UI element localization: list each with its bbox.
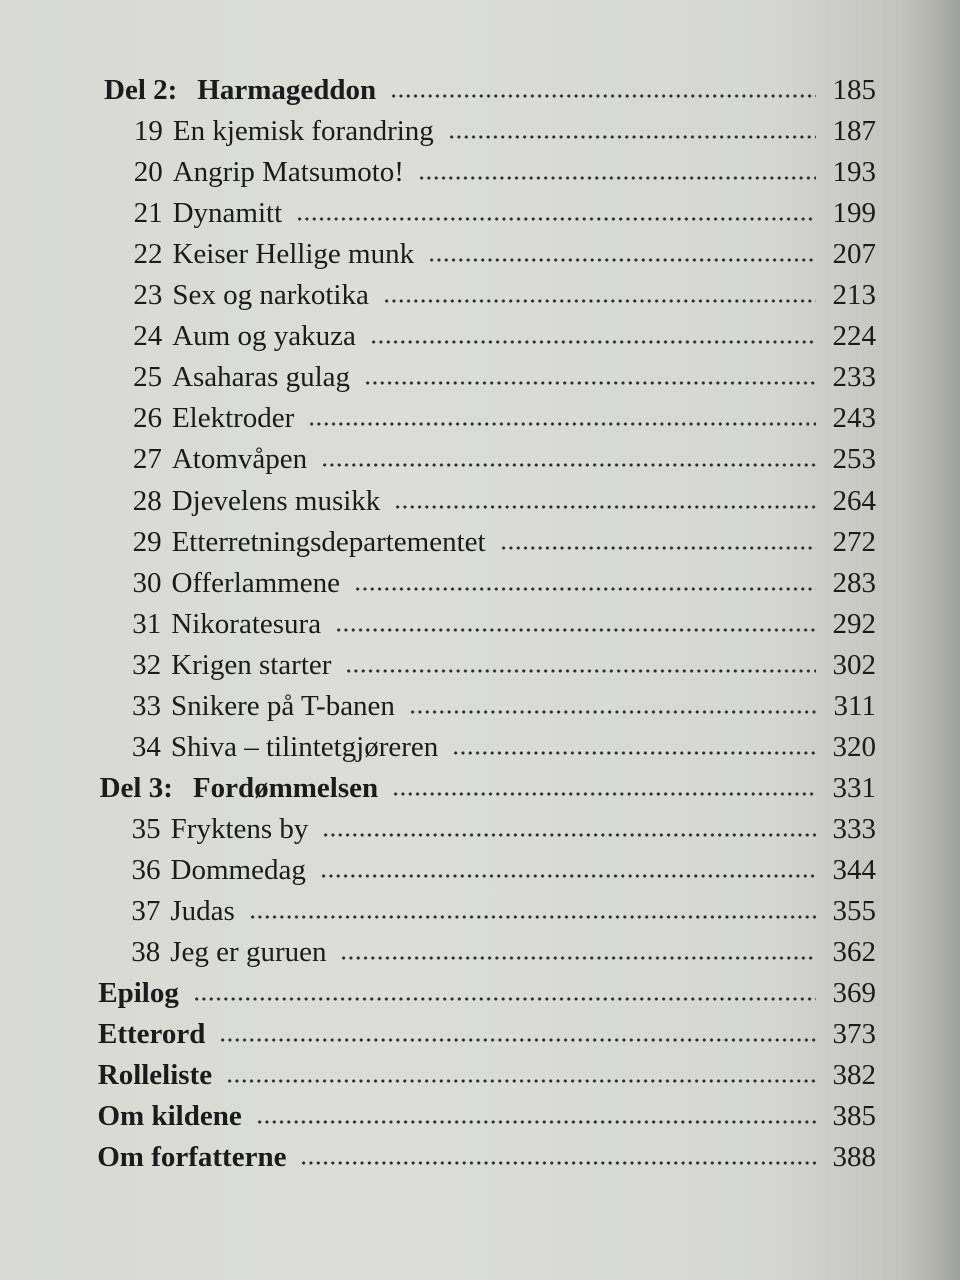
page-number: 369	[832, 977, 876, 1010]
toc-entry-label	[133, 526, 500, 558]
dot-leader	[296, 216, 816, 222]
page-number: 193	[832, 156, 876, 189]
page-number: 344	[832, 853, 876, 886]
toc-entry-label	[98, 977, 193, 1009]
chapter-number: 29	[132, 525, 162, 558]
dot-leader	[249, 914, 816, 920]
dot-leader	[340, 955, 816, 961]
toc-entry-label	[133, 361, 364, 393]
dot-leader	[409, 709, 816, 715]
toc-chapter-entry	[133, 394, 876, 434]
toc-entry-label	[132, 608, 335, 640]
dot-leader	[452, 750, 816, 756]
toc-entry-label	[132, 813, 323, 845]
toc-entry-title: En kjemisk forandring	[172, 115, 434, 148]
toc-entry-title: Om kildene	[97, 1100, 242, 1133]
chapter-number: 19	[133, 115, 163, 148]
toc-entry-title: Aum og yakuza	[172, 320, 356, 353]
toc-chapter-entry	[133, 312, 876, 352]
toc-chapter-entry	[133, 353, 876, 393]
toc-chapter-entry	[131, 928, 876, 968]
toc-entry-title: Atomvåpen	[171, 443, 308, 476]
dot-leader	[370, 339, 816, 345]
toc-entry-label	[104, 74, 390, 106]
page-number: 185	[832, 74, 876, 106]
toc-entry-title: Om forfatterne	[97, 1141, 287, 1174]
dot-leader	[308, 421, 816, 427]
chapter-number: 34	[131, 730, 161, 763]
toc-entry-label	[131, 936, 340, 968]
page-number: 302	[832, 648, 876, 681]
dot-leader	[256, 1119, 816, 1125]
toc-chapter-entry	[133, 435, 876, 475]
toc-entry-title: Shiva – tilintetgjøreren	[170, 730, 439, 763]
toc-entry-title: Krigen starter	[171, 648, 332, 681]
page-number: 233	[832, 361, 876, 394]
toc-chapter-entry	[132, 723, 876, 763]
toc-section-entry	[98, 1092, 877, 1132]
toc-chapter-entry	[132, 846, 876, 886]
dot-leader	[345, 668, 816, 674]
toc-entry-label	[132, 854, 320, 886]
toc-entry-label	[98, 1100, 256, 1132]
toc-entry-title: Elektroder	[171, 402, 295, 435]
dot-leader	[300, 1160, 816, 1166]
page-number: 213	[832, 279, 876, 312]
dot-leader	[335, 627, 816, 633]
toc-entry-label	[133, 238, 428, 270]
page-number: 320	[832, 730, 876, 763]
toc-entry-title: Djevelens musikk	[171, 484, 381, 517]
page-number: 253	[832, 443, 876, 476]
page-number: 283	[832, 566, 876, 599]
toc-entry-title: Harmageddon	[197, 74, 377, 106]
toc-entry-title: Dynamitt	[172, 197, 283, 230]
toc-entry-title: Etterretningsdepartementet	[171, 525, 486, 558]
dot-leader	[500, 545, 816, 551]
toc-entry-title: Sex og narkotika	[172, 279, 369, 312]
toc-entry-title: Dommedag	[170, 853, 306, 886]
page-number: 243	[832, 402, 876, 435]
toc-chapter-entry	[131, 887, 876, 927]
page-number: 331	[832, 771, 876, 804]
toc-section-entry	[98, 1051, 876, 1091]
page-number: 272	[832, 525, 876, 558]
toc-entry-title: Jeg er guruen	[170, 936, 327, 969]
page-number: 292	[832, 607, 876, 640]
toc-part-entry	[100, 764, 876, 804]
page-number: 187	[832, 115, 876, 148]
chapter-number: 32	[132, 648, 162, 681]
toc-entry-title: Epilog	[98, 977, 179, 1010]
chapter-number: 33	[132, 689, 162, 722]
toc-entry-label	[133, 443, 321, 475]
dot-leader	[383, 298, 816, 304]
toc-entry-label	[132, 567, 354, 599]
chapter-number: 28	[132, 484, 162, 517]
toc-entry-label	[98, 1059, 226, 1091]
chapter-number: 24	[133, 320, 163, 353]
dot-leader	[394, 504, 816, 510]
chapter-number: 31	[132, 607, 162, 640]
toc-entry-label	[132, 690, 409, 722]
toc-entry-label	[134, 156, 418, 188]
toc-entry-label	[132, 731, 452, 763]
toc-section-entry	[98, 1010, 876, 1050]
toc-chapter-entry	[132, 600, 876, 640]
page-number: 224	[832, 320, 876, 353]
toc-part-entry	[104, 66, 876, 106]
toc-entry-label	[133, 320, 370, 352]
dot-leader	[428, 257, 816, 263]
dot-leader	[392, 791, 816, 797]
dot-leader	[448, 134, 816, 140]
page-number: 373	[832, 1018, 876, 1051]
toc-entry-title: Fryktens by	[170, 812, 309, 845]
toc-chapter-entry	[133, 271, 876, 311]
page-number: 385	[832, 1100, 876, 1133]
chapter-number: 22	[133, 238, 163, 271]
toc-entry-label	[100, 772, 393, 804]
toc-chapter-entry	[134, 189, 876, 229]
toc-entry-title: Keiser Hellige munk	[172, 238, 415, 271]
chapter-number: 35	[131, 812, 161, 845]
toc-chapter-entry	[133, 477, 876, 517]
page-number: 333	[832, 812, 876, 845]
toc-entry-title: Fordømmelsen	[192, 771, 379, 804]
chapter-number: 27	[132, 443, 162, 476]
dot-leader	[418, 175, 816, 181]
page-number: 264	[832, 484, 876, 517]
chapter-number: 26	[132, 402, 162, 435]
chapter-number: 23	[133, 279, 163, 312]
page-number: 362	[832, 936, 876, 969]
toc-entry-label	[133, 485, 395, 517]
chapter-number: 36	[131, 853, 161, 886]
page-number: 311	[833, 689, 876, 722]
toc-entry-label	[134, 115, 448, 147]
dot-leader	[193, 996, 816, 1002]
toc-chapter-entry	[132, 641, 876, 681]
toc-entry-label	[98, 1018, 219, 1050]
dot-leader	[226, 1078, 816, 1084]
page-number: 382	[832, 1059, 876, 1092]
toc-chapter-entry	[132, 682, 876, 722]
page-number: 199	[832, 197, 876, 230]
toc-section-entry	[97, 1133, 876, 1173]
chapter-number: 30	[132, 566, 162, 599]
toc-chapter-entry	[134, 148, 876, 188]
toc-entry-label	[133, 279, 383, 311]
chapter-number: 25	[133, 361, 163, 394]
page-number: 355	[832, 895, 876, 927]
toc-entry-title: Snikere på T-banen	[171, 689, 395, 722]
toc-chapter-entry	[133, 518, 876, 558]
dot-leader	[390, 93, 816, 99]
toc-entry-title: Offerlammene	[171, 566, 340, 599]
page-number: 388	[832, 1141, 876, 1174]
part-number: Del 3:	[99, 771, 173, 804]
page-shadow	[900, 0, 960, 1280]
toc-entry-label	[134, 197, 297, 229]
part-number: Del 2:	[104, 74, 178, 106]
chapter-number: 37	[131, 895, 161, 927]
dot-leader	[321, 462, 816, 468]
toc-chapter-entry	[132, 559, 876, 599]
toc-entry-label	[131, 895, 248, 927]
dot-leader	[322, 832, 816, 838]
toc-entry-title: Asaharas gulag	[172, 361, 351, 394]
toc-entry-label	[133, 402, 308, 434]
toc-entry-label	[97, 1141, 300, 1173]
toc-chapter-entry	[133, 230, 876, 270]
dot-leader	[354, 586, 816, 592]
toc-entry-title: Nikoratesura	[171, 607, 322, 640]
page-number: 207	[832, 238, 876, 271]
toc-chapter-entry	[134, 107, 876, 147]
toc-section-entry	[98, 969, 876, 1009]
dot-leader	[219, 1037, 816, 1043]
toc-entry-title: Angrip Matsumoto!	[172, 156, 404, 189]
toc-entry-title: Etterord	[98, 1018, 206, 1051]
chapter-number: 21	[133, 197, 163, 230]
toc-entry-label	[132, 649, 345, 681]
dot-leader	[320, 873, 816, 879]
toc-entry-title: Judas	[170, 895, 235, 927]
chapter-number: 38	[131, 936, 161, 969]
toc-entry-title: Rolleliste	[97, 1059, 213, 1092]
chapter-number: 20	[133, 156, 163, 189]
dot-leader	[364, 380, 816, 386]
toc-chapter-entry	[132, 805, 876, 845]
